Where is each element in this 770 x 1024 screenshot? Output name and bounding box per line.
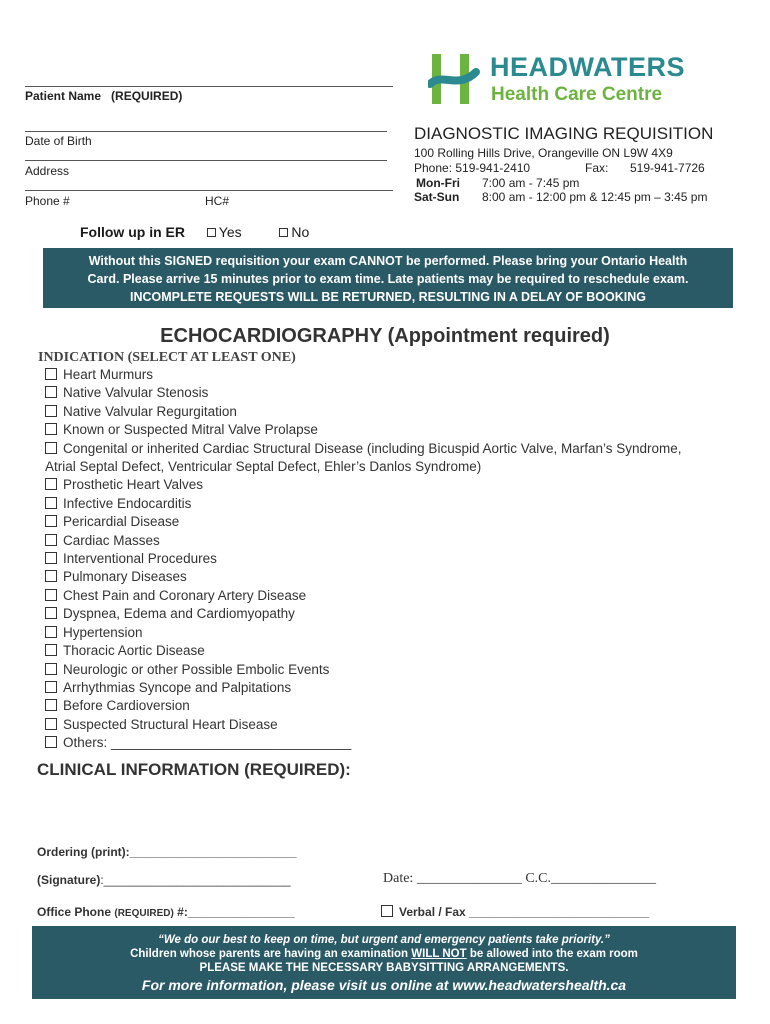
indication-label: Hypertension (63, 624, 143, 640)
indication-label: Neurologic or other Possible Embolic Events (63, 661, 330, 677)
indication-item[interactable] (45, 697, 745, 715)
follow-up-yes-label: Yes (218, 224, 242, 240)
indication-item[interactable] (45, 403, 745, 421)
indication-item[interactable] (45, 661, 745, 679)
verbal-fax-label: Verbal / Fax ___________________________ (399, 905, 650, 919)
indication-label: Dyspnea, Edema and Cardiomyopathy (63, 606, 295, 622)
indication-heading: INDICATION (SELECT AT LEAST ONE) (38, 350, 296, 365)
facility-address: 100 Rolling Hills Drive, Orangeville ON L9W 4X9 (414, 146, 673, 160)
indication-checkbox[interactable] (45, 681, 57, 693)
indication-checkbox[interactable] (45, 626, 57, 638)
verbal-fax-checkbox[interactable] (381, 905, 393, 917)
indication-item[interactable] (45, 550, 745, 568)
indication-checkbox[interactable] (45, 497, 57, 509)
ordering-print[interactable]: Ordering (print):_________________________ (37, 845, 297, 859)
footer-children-emph: WILL NOT (411, 948, 467, 960)
facility-phone: Phone: 519-941-2410 (414, 161, 531, 175)
notice-banner (43, 248, 733, 308)
indication-label: Suspected Structural Heart Disease (63, 716, 278, 732)
indication-checkbox[interactable] (45, 699, 57, 711)
notice-line2: Card. Please arrive 15 minutes prior to exam time. Late patients may be required to reschedule exam. (87, 272, 689, 286)
indication-continuation: Atrial Septal Defect, Ventricular Septal Defect, Ehler’s Danlos Syndrome) (45, 459, 482, 475)
signature-label: (Signature) (37, 873, 101, 887)
indication-checkbox[interactable] (45, 423, 57, 435)
indication-item[interactable] (45, 476, 745, 494)
follow-up-no-checkbox[interactable] (279, 228, 288, 237)
footer-children (32, 947, 736, 961)
hours-time-2: 8:00 am - 12:00 pm & 12:45 pm – 3:45 pm (482, 190, 708, 204)
patient-name-text: Patient Name (25, 89, 102, 103)
indication-item[interactable] (45, 716, 745, 734)
indication-item[interactable] (45, 642, 745, 660)
indication-label: Others: ________________________________ (63, 735, 352, 751)
facility-fax: 519-941-7726 (630, 161, 705, 175)
indication-label: Congenital or inherited Cardiac Structural Disease (including Bicuspid Aortic Valve, Marfan’s Syndrome, (63, 440, 682, 456)
indication-label: Cardiac Masses (63, 532, 160, 548)
indication-label: Before Cardioversion (63, 698, 190, 714)
requisition-title: DIAGNOSTIC IMAGING REQUISITION (414, 124, 714, 143)
indication-checkbox[interactable] (45, 663, 57, 675)
hours-days-2: Sat-Sun (414, 190, 460, 204)
indication-checkbox[interactable] (45, 589, 57, 601)
indication-checkbox[interactable] (45, 718, 57, 730)
headwaters-logo (428, 50, 698, 110)
logo-mark-icon (428, 50, 480, 108)
indication-item[interactable] (45, 421, 745, 439)
logo-line1: HEADWATERS (490, 52, 686, 82)
phone-label: Phone # (25, 194, 70, 208)
indication-label: Thoracic Aortic Disease (63, 643, 205, 659)
indication-item[interactable] (45, 495, 745, 513)
footer-babysitting: PLEASE MAKE THE NECESSARY BABYSITTING ARRANGEMENTS. (199, 962, 569, 974)
indication-checkbox[interactable] (45, 478, 57, 490)
verbal-fax-row[interactable] (381, 904, 649, 919)
indication-label: Pericardial Disease (63, 514, 180, 530)
exam-title: ECHOCARDIOGRAPHY (Appointment required) (160, 325, 610, 347)
signature-line[interactable]: :____________________________ (100, 873, 291, 887)
address-label: Address (25, 164, 70, 178)
follow-up-label: Follow up in ER (80, 224, 185, 240)
indication-label: Infective Endocarditis (63, 495, 192, 511)
indication-label: Known or Suspected Mitral Valve Prolapse (63, 422, 318, 438)
office-phone-label: Office Phone (37, 905, 112, 919)
footer-more-info: For more information, please visit us online at www.headwatershealth.ca (141, 977, 627, 993)
indication-label: Interventional Procedures (63, 551, 217, 567)
footer-children-post: be allowed into the exam room (466, 948, 638, 960)
patient-name-label (25, 89, 182, 103)
footer-children-pre: Children whose parents are having an examination (130, 948, 412, 960)
indication-checkbox[interactable] (45, 515, 57, 527)
indication-label: Heart Murmurs (63, 367, 154, 382)
footer-quote: “We do our best to keep on time, but urgent and emergency patients take priority.” (158, 934, 610, 946)
indication-checkbox[interactable] (45, 607, 57, 619)
indication-checkbox[interactable] (45, 570, 57, 582)
indication-item[interactable] (45, 440, 745, 458)
indication-item[interactable] (45, 366, 745, 384)
signature-row[interactable] (37, 873, 291, 887)
indication-item[interactable] (45, 568, 745, 586)
dob-line[interactable] (25, 119, 387, 132)
indication-item[interactable] (45, 587, 745, 605)
indication-item-others[interactable] (45, 734, 745, 752)
dob-label: Date of Birth (25, 134, 92, 148)
indication-item[interactable] (45, 624, 745, 642)
indication-checkbox[interactable] (45, 368, 57, 380)
address-line[interactable] (25, 148, 387, 161)
indication-label: Native Valvular Stenosis (63, 385, 209, 401)
office-phone-row[interactable] (37, 905, 295, 919)
clinical-heading: CLINICAL INFORMATION (REQUIRED): (37, 760, 351, 779)
indication-item[interactable] (45, 513, 745, 531)
indication-item[interactable] (45, 532, 745, 550)
indication-label: Native Valvular Regurgitation (63, 403, 237, 419)
indication-checkbox[interactable] (45, 552, 57, 564)
facility-fax-label: Fax: (585, 161, 609, 175)
phone-line[interactable] (25, 178, 393, 191)
indication-list (45, 366, 745, 753)
indication-item[interactable] (45, 605, 745, 623)
date-cc-row[interactable]: Date: _______________ C.C._______________ (383, 871, 656, 886)
indication-label: Chest Pain and Coronary Artery Disease (63, 587, 307, 603)
patient-name-required: (REQUIRED) (111, 89, 183, 103)
notice-line1: Without this SIGNED requisition your exam CANNOT be performed. Please bring your Ontario Health (88, 254, 688, 268)
indication-checkbox[interactable] (45, 405, 57, 417)
indication-item[interactable] (45, 384, 745, 402)
office-phone-line[interactable]: #:________________ (173, 905, 295, 919)
indication-label: Prosthetic Heart Valves (63, 477, 204, 493)
indication-checkbox[interactable] (45, 386, 57, 398)
indication-checkbox[interactable] (45, 534, 57, 546)
logo-line2: Health Care Centre (491, 84, 663, 105)
hours-days-1: Mon-Fri (416, 176, 460, 190)
indication-label: Arrhythmias Syncope and Palpitations (63, 679, 292, 695)
patient-name-line[interactable] (25, 72, 393, 87)
indication-item[interactable] (45, 679, 745, 697)
indication-checkbox[interactable] (45, 644, 57, 656)
follow-up-no-label: No (291, 224, 310, 240)
indication-label: Pulmonary Diseases (63, 569, 187, 585)
footer-banner (32, 926, 736, 999)
clinical-info-area[interactable] (37, 785, 727, 835)
office-phone-required: (REQUIRED) (114, 908, 174, 919)
hc-label: HC# (205, 194, 230, 208)
notice-line3: INCOMPLETE REQUESTS WILL BE RETURNED, RESULTING IN A DELAY OF BOOKING (129, 290, 646, 304)
follow-up-row (80, 224, 309, 240)
hours-time-1: 7:00 am - 7:45 pm (482, 176, 580, 190)
follow-up-yes-checkbox[interactable] (207, 228, 216, 237)
indication-checkbox[interactable] (45, 442, 57, 454)
indication-checkbox[interactable] (45, 736, 57, 748)
